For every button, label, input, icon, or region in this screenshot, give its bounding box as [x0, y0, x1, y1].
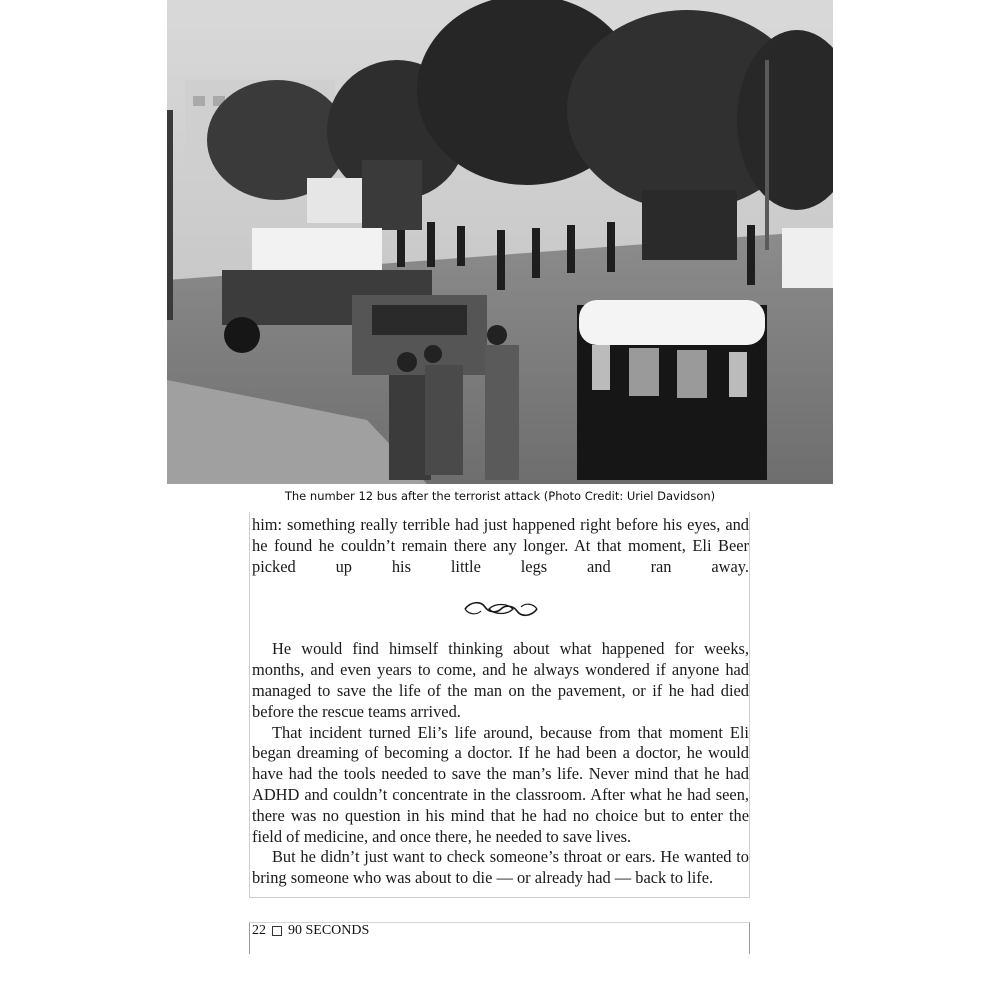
photo-caption: The number 12 bus after the terrorist attack (Photo Credit: Uriel Davidson): [284, 489, 716, 503]
paragraph: That incident turned Eli’s life around, because from that moment Eli began dreaming of becoming a doctor. If he had been a doctor, he would have had the tools needed to save the man’s life. Never mind that he had ADHD and couldn’t concentrate in the classroom. After what he had seen, there was no question in his mind that he had no choice but to enter the field of medicine, and once there, he needed to save lives.: [252, 722, 749, 846]
running-title: 90 SECONDS: [288, 923, 370, 938]
running-footer: [252, 922, 369, 940]
page-number: 22: [252, 923, 266, 938]
paragraph-continuation: him: something really terrible had just happened right before his eyes, and he found he couldn’t remain there any longer. At that moment, Eli Beer picked up his little legs and ran away.: [252, 515, 749, 576]
paragraph: But he didn’t just want to check someone’s throat or ears. He wanted to bring someone who was about to die — or already had — back to life.: [252, 847, 749, 888]
square-icon: [272, 926, 282, 936]
flourish-ornament-icon: [461, 599, 541, 619]
section-break: [252, 587, 749, 631]
bus-attack-photo: [167, 0, 833, 484]
body-text: [252, 515, 749, 889]
paragraph: He would find himself thinking about what happened for weeks, months, and even years to come, and he always wondered if anyone had managed to save the life of the man on the pavement, or if he had died before the rescue teams arrived.: [252, 639, 749, 721]
